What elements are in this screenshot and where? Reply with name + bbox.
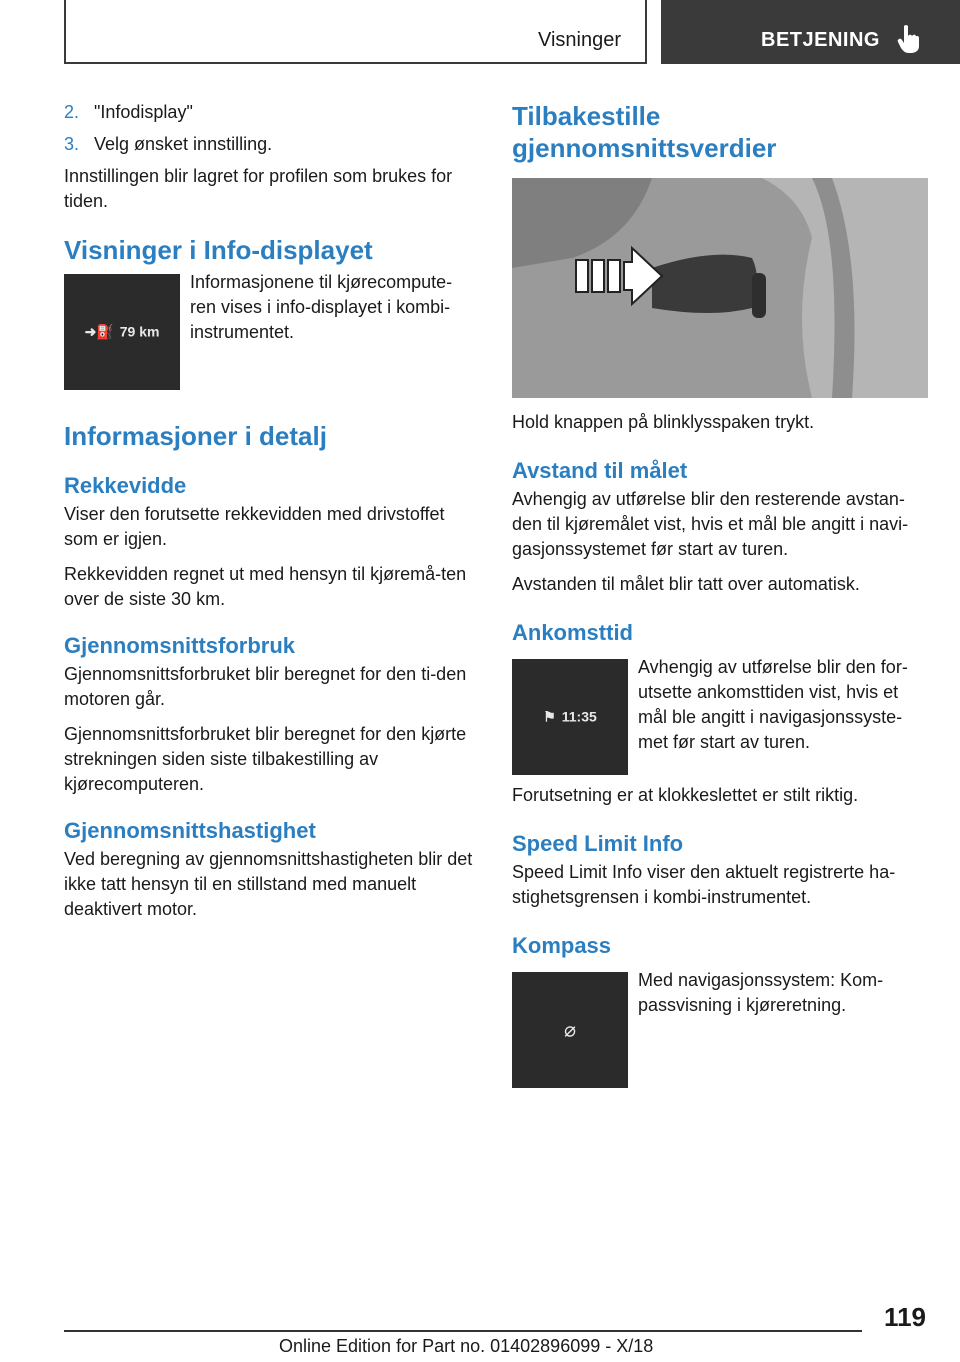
left-column — [64, 100, 476, 932]
range-display-thumbnail — [64, 274, 180, 390]
compass-icon: ⌀ — [563, 1019, 577, 1042]
heading-detalj: Informasjoner i detalj — [64, 421, 327, 451]
compass-row — [512, 968, 928, 1088]
paragraph-hastighet: Ved beregning av gjennomsnittshastigheten blir det ikke tatt hensyn til en stillstand med manuelt deaktivert motor. — [64, 849, 473, 919]
turn-signal-stalk-photo — [512, 178, 928, 398]
arrival-row — [512, 655, 928, 775]
range-value: 79 km — [119, 323, 160, 340]
paragraph-speed-limit: Speed Limit Info viser den aktuelt registrerte ha-stighetsgrensen i kombi-instrumentet. — [512, 862, 896, 907]
stalk-illustration — [512, 178, 928, 398]
heading-rekkevidde: Rekkevidde — [64, 473, 187, 498]
list-text: "Infodisplay" — [94, 102, 193, 122]
list-item — [64, 100, 476, 125]
arrival-time-value: 11:35 — [561, 708, 597, 725]
heading-hastighet: Gjennomsnittshastighet — [64, 818, 316, 843]
paragraph-rekkevidde-2: Rekkevidden regnet ut med hensyn til kjøremå-ten over de siste 30 km. — [64, 564, 467, 609]
paragraph-forbruk-1: Gjennomsnittsforbruket blir beregnet for den ti-den motoren går. — [64, 664, 467, 709]
paragraph-hold: Hold knappen på blinklysspaken trykt. — [512, 412, 815, 432]
heading-forbruk: Gjennomsnittsforbruk — [64, 633, 296, 658]
compass-display-thumbnail — [512, 972, 628, 1088]
header-chapter-box — [661, 0, 960, 64]
paragraph-ankomst-1: Avhengig av utførelse blir den for-utsette ankomsttiden vist, hvis et mål ble angitt i navigasjonssyste-met før start av turen. — [638, 657, 908, 752]
paragraph-kompass: Med navigasjonssystem: Kom-passvisning i kjøreretning. — [638, 970, 884, 1015]
pointing-hand-icon — [897, 24, 921, 54]
arrival-display-thumbnail — [512, 659, 628, 775]
info-display-row — [64, 270, 476, 390]
list-number: 2. — [64, 102, 80, 122]
paragraph-rekkevidde-1: Viser den forutsette rekkevidden med drivstoffet som er igjen. — [64, 504, 445, 549]
heading-kompass: Kompass — [512, 933, 612, 958]
paragraph-avstand-1: Avhengig av utførelse blir den resterende avstan-den til kjøremålet vist, hvis et mål ble angitt i navi-gasjonssystemet før start av turen. — [512, 489, 909, 559]
footer-divider — [64, 1330, 862, 1332]
paragraph-info: Informasjonene til kjørecompute-ren vises i info-displayet i kombi-instrumentet. — [190, 272, 453, 342]
destination-flag-icon: ⚑ — [543, 708, 556, 725]
list-item — [64, 132, 476, 157]
heading-avstand: Avstand til målet — [512, 458, 688, 483]
fuel-range-icon: ➜⛽ — [84, 323, 114, 340]
heading-ankomsttid: Ankomsttid — [512, 620, 633, 645]
header-section-title: Visninger — [537, 29, 621, 51]
list-text: Velg ønsket innstilling. — [94, 134, 273, 154]
compass-display-content — [512, 1018, 628, 1043]
paragraph-ankomst-2: Forutsetning er at klokkeslettet er stilt riktig. — [512, 785, 859, 805]
paragraph-avstand-2: Avstanden til målet blir tatt over automatisk. — [512, 574, 860, 594]
heading-speed-limit: Speed Limit Info — [512, 831, 684, 856]
range-display-content — [64, 324, 180, 341]
header-chapter-title: BETJENING — [761, 29, 880, 51]
header-section-box — [64, 0, 647, 64]
page-number: 119 — [884, 1302, 926, 1332]
footer-edition: Online Edition for Part no. 01402896099 - X/18 — [279, 1336, 654, 1356]
right-column — [512, 100, 928, 1088]
list-number: 3. — [64, 134, 80, 154]
heading-visninger: Visninger i Info-displayet — [64, 235, 373, 265]
heading-tilbakestille: Tilbakestille gjennomsnittsverdier — [512, 101, 777, 163]
paragraph-saved: Innstillingen blir lagret for profilen som brukes for tiden. — [64, 166, 453, 211]
paragraph-forbruk-2: Gjennomsnittsforbruket blir beregnet for den kjørte strekningen siden siste tilbakestilling av kjørecomputeren. — [64, 724, 467, 794]
arrival-display-content — [512, 709, 628, 726]
